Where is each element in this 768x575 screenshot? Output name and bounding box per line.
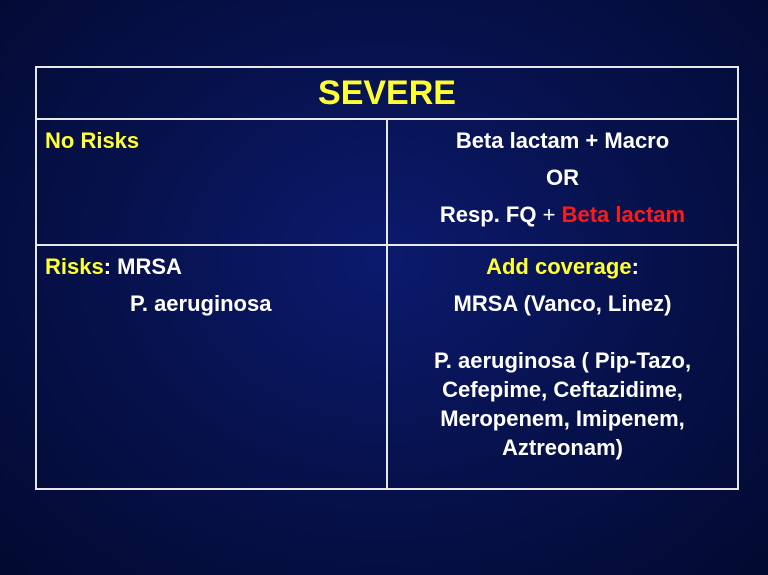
risks-line-1 [45,248,386,285]
risks-cell [36,245,387,489]
spacer [388,322,737,346]
pa-coverage-line-3: Meropenem, Imipenem, [440,406,685,431]
severe-treatment-table [35,66,739,490]
resp-fq-text: Resp. FQ [439,202,543,227]
pa-coverage-line-1: P. aeruginosa ( Pip-Tazo, [433,348,692,373]
add-coverage-line [388,248,737,285]
pa-coverage-line-4: Aztreonam) [501,435,623,460]
regimen-or: OR [546,165,579,190]
mrsa-coverage: MRSA (Vanco, Linez) [453,291,672,316]
table-row [36,119,738,245]
no-risks-cell [36,119,387,245]
add-coverage-label: Add coverage [486,254,632,279]
add-coverage-cell [387,245,738,489]
plus-sign: + [542,202,556,227]
add-coverage-colon: : [631,254,639,279]
pa-coverage-line-2: Cefepime, Ceftazidime, [442,377,683,402]
risks-p-aeruginosa: P. aeruginosa [130,291,272,316]
no-risks-label: No Risks [45,128,140,153]
beta-lactam-red: Beta lactam [561,202,686,227]
table-title: SEVERE [318,74,456,112]
table-row [36,245,738,489]
table-title-cell [36,67,738,119]
risks-mrsa: : MRSA [103,254,182,279]
no-risks-regimen-cell [387,119,738,245]
risks-label: Risks [45,254,104,279]
regimen-line-3 [388,196,737,233]
regimen-line-1: Beta lactam + Macro [455,128,670,153]
